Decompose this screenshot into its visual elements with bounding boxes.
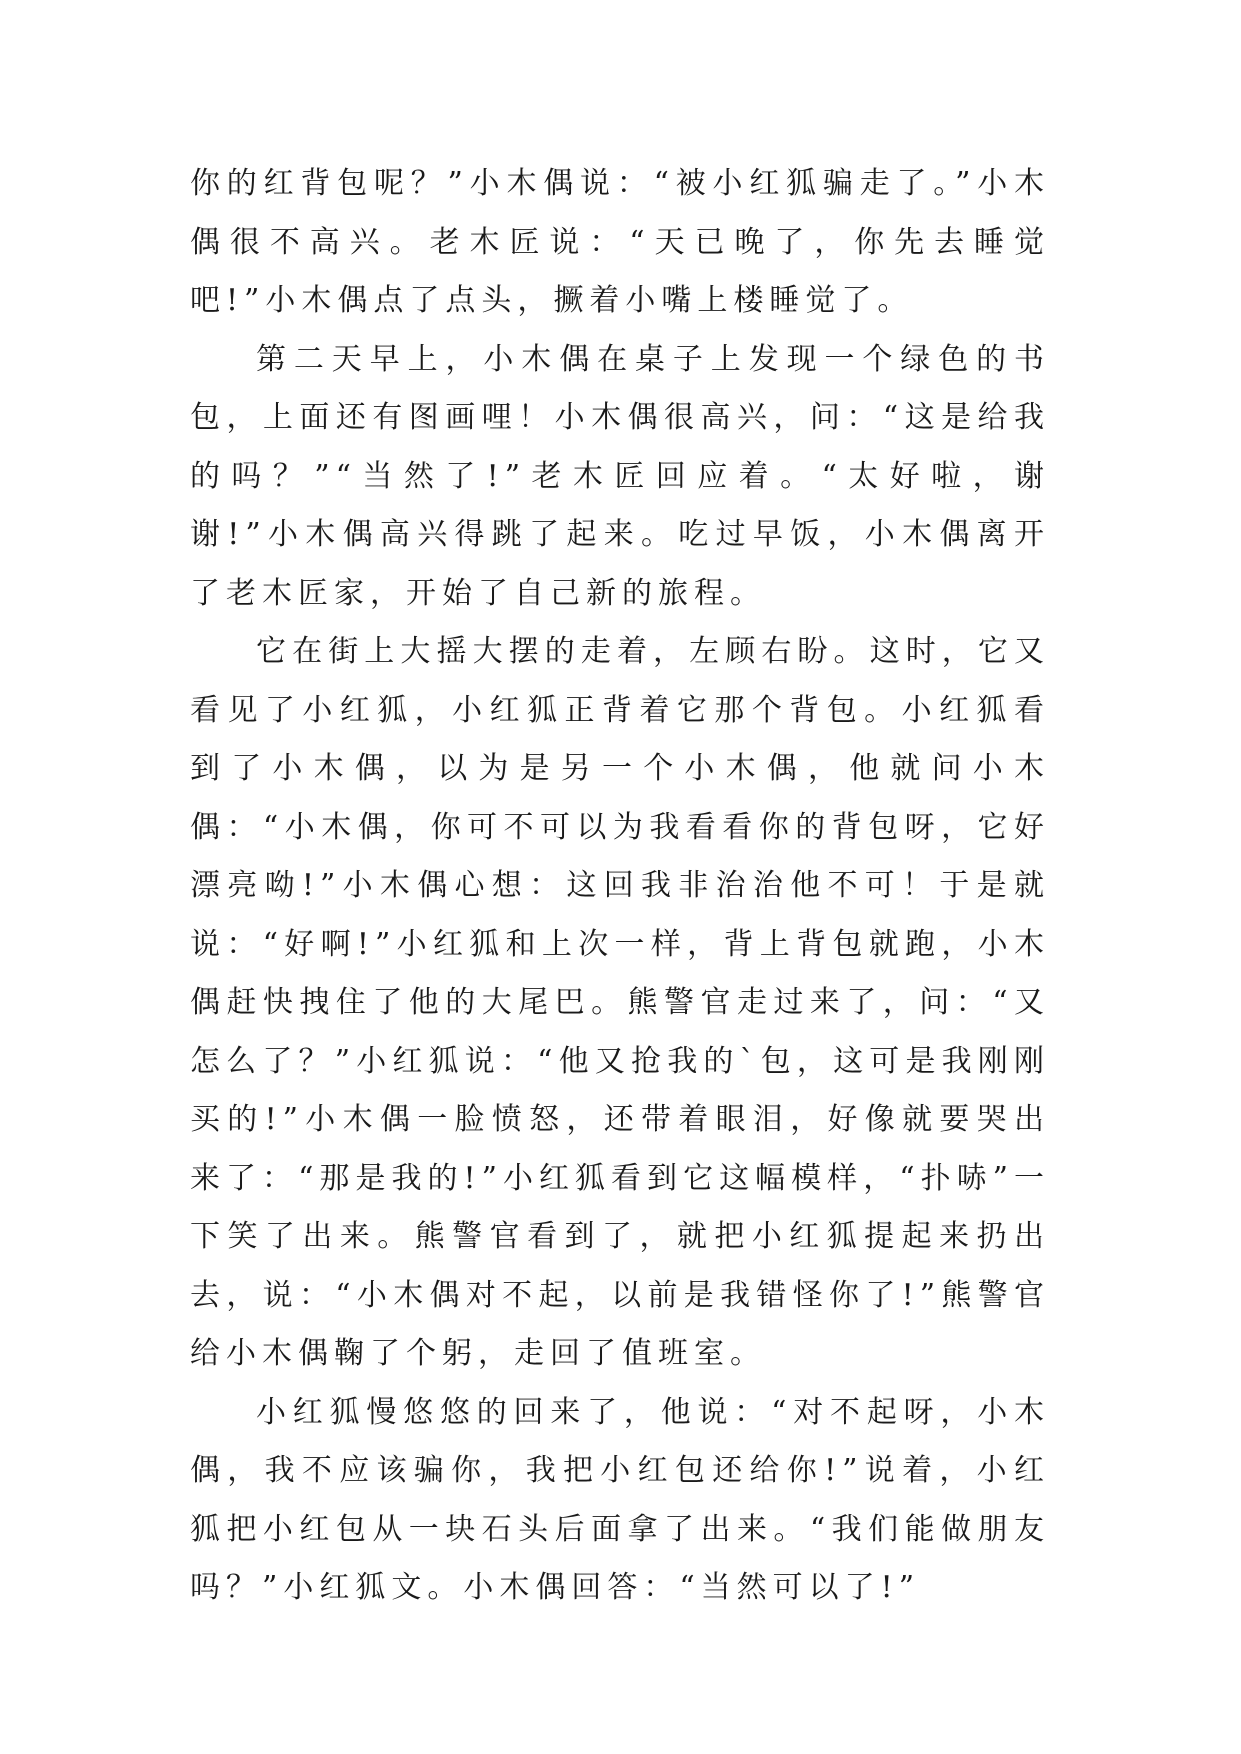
paragraph-3: 它在街上大摇大摆的走着，左顾右盼。这时，它又看见了小红狐，小红狐正背着它那个背包。小红狐看到了小木偶，以为是另一个小木偶，他就问小木偶：“小木偶，你可不可以为我看看你的背包呀，它好漂亮呦!”小木偶心想：这回我非治治他不可！于是就说：“好啊!”小红狐和上次一样，背上背包就跑，小木偶赶快拽住了他的大尾巴。熊警官走过来了，问：“又怎么了？”小红狐说：“他又抢我的`包，这可是我刚刚买的!”小木偶一脸愤怒，还带着眼泪，好像就要哭出来了：“那是我的!”小红狐看到它这幅模样，“扑哧”一下笑了出来。熊警官看到了，就把小红狐提起来扔出去，说：“小木偶对不起，以前是我错怪你了!”熊警官给小木偶鞠了个躬，走回了值班室。 <box>190 634 1050 1371</box>
paragraph-4: 小红狐慢悠悠的回来了，他说：“对不起呀，小木偶，我不应该骗你，我把小红包还给你!”说着，小红狐把小红包从一块石头后面拿了出来。“我们能做朋友吗？”小红狐文。小木偶回答：“当然可以了!” <box>190 1394 1050 1605</box>
paragraph-2: 第二天早上，小木偶在桌子上发现一个绿色的书包，上面还有图画哩！小木偶很高兴，问：“这是给我的吗？”“当然了!”老木匠回应着。“太好啦，谢谢!”小木偶高兴得跳了起来。吃过早饭，小木偶离开了老木匠家，开始了自己新的旅程。 <box>190 341 1050 611</box>
story-text <box>190 155 1050 1618</box>
paragraph-1: 你的红背包呢？”小木偶说：“被小红狐骗走了。”小木偶很不高兴。老木匠说：“天已晚了，你先去睡觉吧!”小木偶点了点头，撅着小嘴上楼睡觉了。 <box>190 166 1050 318</box>
